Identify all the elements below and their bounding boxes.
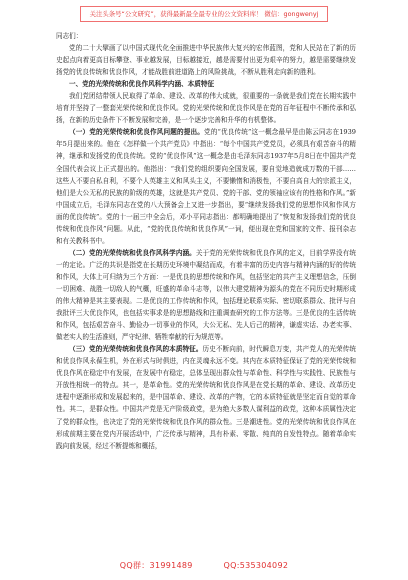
salutation: 同志们： — [56, 32, 83, 40]
subsection-lead: （二）党的光荣传统和优良作风科学内涵。 — [69, 248, 196, 257]
paragraph-text: 历史不断向前，时代瞬息万变，共产党人的光荣传统和优良作风永葆生机，外在形式与时俱进，内在灵魂永远不变。其内在本质特征保证了党的光荣传统和优良作风在稳定中有发展，在发展中有稳定，总体呈现出群众性与革命性、科学性与实践性、民族性与开放性相统一的特点。其一，是革命性。党的光荣传统和优良作风是在党长期的革命、建设、改革历史进程中逐渐形成和发展起来的，是中国革命、建设、改革的产物，它的本质特征就是坚定而自觉的革命性。其二，是群众性。中国共产党是无产阶级政党，是为绝大多数人谋利益的政党，这种本质属性决定了党的群众性，也决定了党的光荣传统和优良作风的群众性。三是潮进性。党的光荣传统和优良作风在形成前期主要在党内开展活动中，广泛传承与精神，具有朴素、零散、纯真的自发性特点。随着革命实践向前发展，经过不断提炼和概括， — [56, 345, 357, 450]
body-paragraph — [56, 126, 356, 246]
body-paragraph — [56, 343, 356, 451]
footer-qq-group: QQ群：31991489 — [119, 561, 193, 570]
subsection-lead: （三）党的光荣传统和优良作风的本质特征。 — [69, 345, 203, 354]
paragraph-text: 关于党的光荣传统和优良作风的定义，目前学界没有统一的定论。广泛的共识是指党在长期历史环境中凝结而成，有着丰富的历史内容与精神内涵的好的传统和作风，大体上可归纳为三个方面：一是优良的思想传统和作风，包括坚定的共产主义理想信念，压倒一切困难、战胜一切敌人的气概，旺盛的革命斗志等，以伟大建党精神为源头的党在不同历史时期形成的伟大精神是其主要表现。二是优良的工作传统和作风，包括理论联系实际、密切联系群众、批评与自我批评三大优良作风，也包括实事求是的思想路线和注重调查研究的工作方法等。三是优良的生活传统和作风，包括艰苦奋斗、勤俭办一切事业的作风，大公无私、先人后己的精神，谦虚实话、办老实事、做老实人的生活准则，严守纪律、牺牲奉献的行为规范等。 — [56, 248, 357, 342]
body-paragraph: 党的二十大擘画了以中国式现代化全面推进中华民族伟大复兴的宏伟蓝图，党和人民站在了新的历史起点向着更高目标攀登、事业越发展，目标越接近，越是需要付出更为艰辛的努力，越是需要继续发扬党的优良传统和优良作风，才能战胜前进道路上的风险挑战，不断从胜利走向新的胜利。 — [56, 44, 356, 77]
body-paragraph: 我们党团结带领人民取得了革命、建设、改革的伟大成就，很重要的一条就是我们党在长期实践中培育并坚持了一整套光荣传统和优良作风。党的光荣传统和优良作风是在党的百年征程中不断传承和弘扬，在新的历史条件下不断发展和完善，是一个逐步完善和升华的有机整体。 — [56, 92, 356, 125]
section-heading: 一、党的光荣传统和优良作风科学内涵、本质特征 — [69, 80, 215, 89]
footer — [0, 560, 408, 571]
subsection-lead: （一）党的光荣传统和优良作风问题的提出。 — [69, 128, 204, 137]
promo-banner: 关注头条号“公文研究”，获得最新最全最专业的公文资料库！ 微信：gongwenyj — [80, 6, 328, 22]
paragraph-list — [56, 42, 356, 452]
document-body — [56, 30, 356, 452]
body-paragraph — [56, 247, 356, 343]
paragraph-text: 党的“优良传统”这一概念最早是由陈云同志在1939年5月提出来的。他在《怎样做一个共产党员》中指出：“每个中国共产党党员，必须具有艰苦奋斗的精神，继承和发扬党的优良传统。党的“优良作风”这一概念是由毛泽东同志1937年5月8日在中国共产党全国代表会议上正式提出的。他指出：“我们党的组织要向全国发展，要自觉地造就成万数的干部……这些人不要自私自利，不要个人英雄主义和风头主义，不要懒惰和消极性，不要自高自大的宗派主义，他们是大公无私的民族的阶级的英雄，这就是共产党员、党的干部、党的领袖应该有的性格和作风。”新中国成立后，毛泽东同志在党的八大预备会上又进一步指出，要“继续发扬我们党的思想作风和作风方面的优良传统”。党的十一届三中全会后，邓小平同志指出：都明确地提出了“恢复和发扬我们党的优良传统和优良作风”问题。从此，“党的优良传统和优良作风”一词，便出现在党和国家的文件、报刊杂志和有关教科书中。 — [56, 128, 357, 245]
footer-qq: QQ:535304092 — [223, 561, 289, 570]
